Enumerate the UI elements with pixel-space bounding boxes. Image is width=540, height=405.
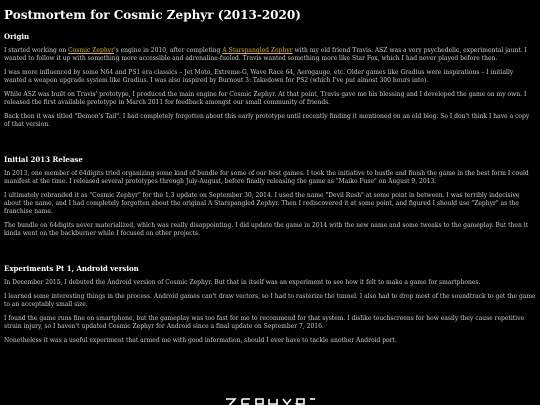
paragraph: I was more influenced by some N64 and PS1 era classics – Jet Moto, Extreme-G, Wave Race 64, Aerogauge, etc. Older games like Gradius were inspirations – I initially wanted a weapon upgrade system like Gradius. I was also inspired by Burnout 3: Takedown for PS2 (which I've put almost 300 hours into).: [4, 69, 514, 84]
section-initial-release: [4, 155, 536, 238]
paragraph: I ultimately rebranded it as "Cosmic Zephyr" for the 1.3 update on September 30, 2014. I used the name "Devil Rush" at some point in between. I was terribly indecisive about the name, and I had completely forgotten about the original A Starspangled Zephyr. Then I rediscovered it at some point, and figured I should use "Zephyr" as the franchise name.: [4, 192, 520, 215]
text-span: 's engine in 2010, after completing: [113, 47, 223, 54]
section-heading: Initial 2013 Release: [4, 155, 83, 164]
section-android: [4, 264, 536, 345]
starspangled-zephyr-link[interactable]: A Starspangled Zephyr: [222, 47, 293, 54]
paragraph: [4, 47, 536, 63]
text-span: with my old friend Travis. ASZ was a very psychedelic, experimental jaunt. I wanted to follow it up with something more accessible and adrenaline-fueled. Travis wanted something more like Star Fox, which I had never played before then.: [4, 47, 527, 62]
section-heading: Origin: [4, 32, 30, 41]
cosmic-zephyr-link[interactable]: Cosmic Zephyr: [68, 47, 114, 54]
paragraph: In 2013, one member of 64digits tried organizing some kind of bundle for some of our best games. I took the initiative to hustle and finish the game in the best form I could manifest at the time. I released several prototypes through July-August, before finally releasing the game as "Maiko Fuse" on August 9, 2013.: [4, 170, 529, 185]
paragraph: I learned some interesting things in the process. Android games can't draw vectors, so I had to rasterize the tunnel. I also had to drop most of the soundtrack to get the game to an acceptably small size.: [4, 293, 536, 308]
paragraph: Nonetheless it was a useful experiment that armed me with good information, should I ever have to tackle another Android port.: [4, 337, 397, 344]
page-title: Postmortem for Cosmic Zephyr (2013-2020): [4, 8, 301, 22]
paragraph: In December 2015, I debuted the Android version of Cosmic Zephyr. But that in itself was an experiment to see how it felt to make a game for smartphones.: [4, 279, 481, 286]
section-origin: [4, 32, 536, 129]
section-heading: Experiments Pt 1, Android version: [4, 264, 139, 273]
paragraph: Back then it was titled "Demon's Tail". I had completely forgotten about this early prototype until recently finding it mentioned on an old blog. So I don't think I have a copy of that version.: [4, 113, 530, 128]
text-span: I started working on: [4, 47, 69, 54]
paragraph: The bundle on 64digits never materialized, which was really disappointing. I did update the game in 2014 with the new name and some tweaks to the gameplay. But then it kinda went on the backburner while I focused on other projects.: [4, 222, 529, 237]
paragraph: While ASZ was built on Travis' prototype, I produced the main engine for Cosmic Zephyr. At that point, Travis gave me his blessing and I developed the game on my own. I released the first available prototype in March 2011 for feedback amongst our small community of friends.: [4, 91, 527, 106]
paragraph: I found the game runs fine on smartphone, but the gameplay was too fast for me to recommend for that system. I dislike touchscreens for how easily they cause repetitive strain injury, so I haven't updated Cosmic Zephyr for Android since a final update on September 7, 2016.: [4, 315, 525, 330]
zephyr-logo-icon: [222, 395, 318, 405]
